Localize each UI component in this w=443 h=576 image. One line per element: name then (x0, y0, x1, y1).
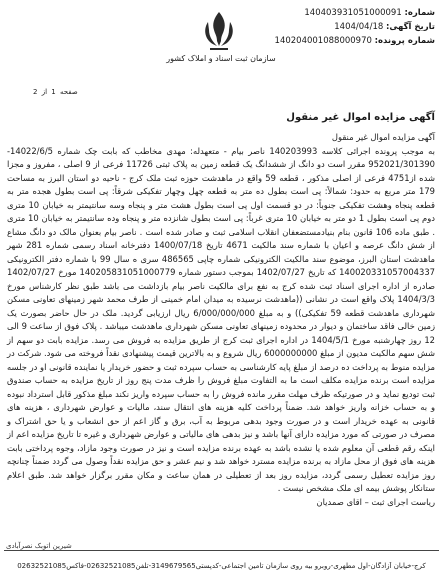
document-header (0, 0, 443, 100)
document-title: آگهی مزایده اموال غیر منقول (286, 112, 435, 123)
footer-address: کرج-خیابان آزادگان-اول مطهری-روبرو بیه روی سازمان تامین اجتماعی-کدپستی3149679565-تلفن02632521085-فاکس02632521085 (17, 562, 426, 570)
notice-date: 1404/04/18 (334, 22, 384, 32)
notice-number-label: شماره: (404, 8, 435, 18)
page-label: صفحه (59, 88, 78, 96)
notice-date-row (275, 20, 435, 34)
notice-number: 140403931051000091 (304, 8, 402, 18)
notice-date-label: تاریخ آگهی: (385, 22, 435, 32)
iran-emblem-icon (196, 8, 242, 54)
footer-divider (4, 550, 439, 551)
notice-number-row (275, 6, 435, 20)
page-total: 2 (33, 88, 38, 96)
file-number: 140204001088000970 (274, 36, 372, 46)
organization-name: سازمان ثبت اسناد و املاک کشور (166, 54, 276, 63)
page-indicator (32, 88, 79, 96)
page-current: 1 (51, 88, 56, 96)
page-of-label: از (41, 88, 48, 96)
document-metadata (275, 6, 435, 48)
notice-body: آگهی مزایده اموال غیر منقول به موجب پرونده اجرائی کلاسه 140203993 ناصر بیام - متعهدله: مهدی مخاطب که بابت چک شماره 14022/6/5-952021/301390 مقرر است دو دانگ از ششدانگ یک قطعه زمین به پلاک ثبتی 11726 فرعی از 9 اصلی ، مفروز و مجزا شده از4751 فرعی از اصلی مذکور ، قطعه 59 واقع در ماهدشت حوزه ثبت ملک کرج - ناحیه دو استان البرز به مساحت 179 متر مربع به حدود: شمالاً: پی است بطول ده متر به قطعه چهل وچهار تفکیکی شرقاً: پی است بطول هجده متر به قطعه پنجاه وهشت تفکیکی جنوباً: در دو قسمت اول پی است بطول هشت متر و پنجاه وسه سانتیمتر به خیابان 10 متری دوم پی است بطول 1 دو متر به خیابان 10 متری غرباً: پی است بطول شانزده متر و پنجاه وده سانتیمتر به خیابان 10 متری . طبق ماده 106 قانون بنام بنیادمستضعفان انقلاب اسلامی ثبت و صادر شده است . ناصر بیام بعنوان مالک دو دانگ مشاع از شش دانگ عرصه و اعیان با شماره سند مالکیت 4671 تاریخ 1400/07/18 دفترخانه اسناد رسمی شماره 281 شهر ماهدشت استان البرز، موضوع سند مالکیت الکترونیکی شماره چاپی 486565 سری ه سال 99 با شماره دفتر الکترونیکی 140020331057004337 که تاریخ 1402/07/27 بموجب دستور شماره 140205831051000779 مورخ 1402/07/27 صادره از اداره اجرای اسناد ثبت شده کرج به نفع برای مالکیت ناصر بیام بازداشت می باشد طبق نظر کارشناس مورخ 1404/3/3 پلاک واقع است در نشانی ((ماهدشت نرسیده به میدان امام خمینی از طرف محمد شهر زمینهای تعاونی مسکن شهرداری ماهدشت قطعه 59 تفکیکی)) و به مبلغ 6/000/000/000 ریال ارزیابی گردید. ملک در حال حاضر بصورت یک زمین خالی فاقد ساختمان و دیوار در محدوده زمینهای تعاونی مسکن شهرداری ماهدشت میباشد . پلاک فوق از ساعت 9 الی 12 روز چهارشنبه مورخ 1404/5/1 در اداره اجرای ثبت کرج از طریق مزایده به فروش می رسد. مزایده بابت دو سهم از شش سهم مالکیت مدیون از مبلغ 6000000000 ریال شروع و به بالاترین قیمت پیشنهادی نقداً فروخته می شود. شرکت در مزایده منوط به پرداخت ده درصد از مبلغ پایه کارشناسی به حساب سپرده ثبت و حضور خریدار یا نماینده قانونی او در جلسه مزایده است برنده مزایده مکلف است ما به التفاوت مبلغ فروش را ظرف مدت پنج روز از تاریخ مزایده به حساب صندوق ثبت تودیع نماید و در صورتیکه ظرف مهلت مقرر مانده فروش را به حساب سپرده واریز نکند مبلغ مذکور قابل استرداد نبوده و به حساب خزانه واریز خواهد شد. ضمناً پرداخت کلیه هزینه های انتقال سند، مالیات و عوارض شهرداری ، هزینه های قانونی به عهده خریدار است و در صورت وجود بدهی مربوط به آب، برق و گاز اعم از حق انشعاب و یا حق اشتراک و مصرف در صورتی که مورد مزایده دارای آنها باشد و نیز بدهی های مالیاتی و عوارض شهرداری و غیره تا تاریخ مزایده اعم از اینکه رقم قطعی آن معلوم شده یا نشده باشد به عهده برنده مزایده است و نیز در صورت وجود مازاد، وجوه پرداختی بابت هزینه های فوق از محل مازاد به برنده مزایده مسترد خواهد شد و نیم عشر و حق مزایده نقداً وصول می گردد ضمناً چنانچه روز مزایده تعطیل رسمی گردد، مزایده روز بعد از تعطیلی در همان ساعت و مکان مقرر برگزار خواهد شد. طبق اعلام ستانکار پوشش بیمه ای ملک مشخص نیست . ریاست اجرای ثبت – اقای صمدیان (7, 132, 436, 507)
file-number-row (275, 34, 435, 48)
file-number-label: شماره پرونده: (374, 36, 435, 46)
signer-name: شیرین اتوبک نصرآبادی (6, 542, 72, 550)
